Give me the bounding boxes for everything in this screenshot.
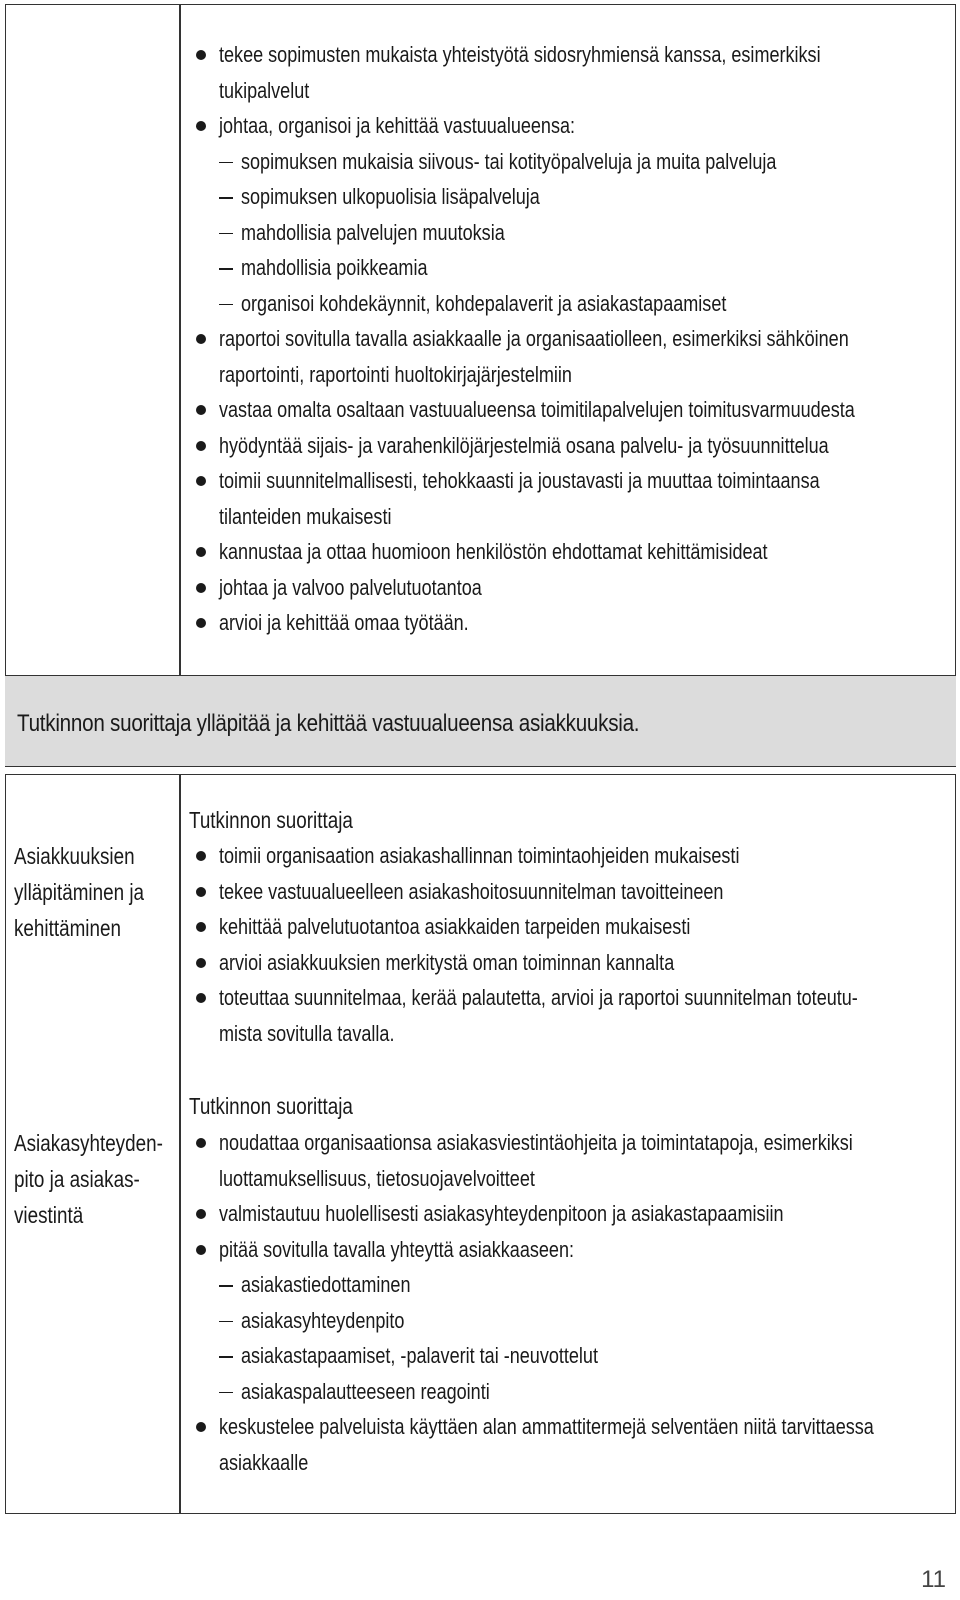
section1-heading: Tutkinnon suorittaja (189, 807, 353, 833)
section1-list (187, 838, 960, 1051)
dash-item (187, 215, 960, 251)
bullet-item (187, 428, 960, 464)
bullet-item (187, 37, 960, 73)
item-text: toimii suunnitelmallisesti, tehokkaasti ja joustavasti ja muuttaa toimintaansa (219, 468, 820, 493)
item-text: mahdollisia palvelujen muutoksia (241, 219, 505, 245)
bullet-item (187, 321, 960, 357)
item-text: toimii organisaation asiakashallinnan toimintaohjeiden mukaisesti (219, 843, 740, 868)
section2-title-line: viestintä (14, 1202, 84, 1228)
section1-title-line: kehittäminen (14, 915, 121, 941)
list-item-continuation (187, 1445, 960, 1481)
dash-item (187, 1374, 960, 1410)
item-text: kehittää palvelutuotantoa asiakkaiden tarpeiden mukaisesti (219, 914, 691, 939)
item-text: pitää sovitulla tavalla yhteyttä asiakkaaseen: (219, 1236, 574, 1262)
item-text: kannustaa ja ottaa huomioon henkilöstön ehdottamat kehittämisideat (219, 539, 768, 564)
dash-item (187, 286, 960, 322)
section1-title-line: Asiakkuuksien (14, 843, 135, 869)
item-text: arvioi asiakkuuksien merkitystä oman toiminnan kannalta (219, 949, 675, 975)
list-item-continuation (187, 357, 960, 393)
page-number: 11 (921, 1566, 946, 1593)
bullet-item (187, 463, 960, 499)
item-text: tilanteiden mukaisesti (219, 503, 392, 529)
bullet-item (187, 874, 960, 910)
item-text: luottamuksellisuus, tietosuojavelvoitteet (219, 1165, 535, 1191)
item-text: tukipalvelut (219, 77, 310, 103)
dash-item (187, 1338, 960, 1374)
bullet-item (187, 392, 960, 428)
dash-item (187, 179, 960, 215)
section2-title-line: pito ja asiakas- (14, 1166, 140, 1192)
list-item-continuation (187, 1161, 960, 1197)
item-text: valmistautuu huolellisesti asiakasyhteydenpitoon ja asiakastapaamisiin (219, 1201, 784, 1226)
section1-title (14, 838, 144, 946)
bullet-item (187, 108, 960, 144)
item-text: johtaa, organisoi ja kehittää vastuualueensa: (219, 113, 576, 138)
bullet-item (187, 1409, 960, 1445)
list-item-continuation (187, 499, 960, 535)
section1-title-line: ylläpitäminen ja (14, 879, 144, 905)
item-text: arvioi ja kehittää omaa työtään. (219, 610, 469, 635)
bullet-item (187, 534, 960, 570)
list-item-continuation (187, 1016, 960, 1052)
item-text: vastaa omalta osaltaan vastuualueensa toimitilapalvelujen toimitusvarmuudesta (219, 397, 855, 422)
dash-item (187, 250, 960, 286)
top-list (187, 37, 960, 641)
bullet-item (187, 909, 960, 945)
item-text: mahdollisia poikkeamia (241, 255, 428, 280)
top-column-divider (179, 4, 181, 675)
competence-band (5, 675, 956, 767)
bottom-column-divider (179, 774, 181, 1514)
bullet-item (187, 570, 960, 606)
item-text: organisoi kohdekäynnit, kohdepalaverit ja asiakastapaamiset (241, 290, 727, 316)
item-text: tekee vastuualueelleen asiakashoitosuunnitelman tavoitteineen (219, 878, 724, 904)
dash-item (187, 1303, 960, 1339)
bullet-item (187, 1125, 960, 1161)
item-text: johtaa ja valvoo palvelutuotantoa (219, 574, 482, 600)
item-text: raportointi, raportointi huoltokirjajärjestelmiin (219, 361, 572, 387)
bullet-item (187, 1232, 960, 1268)
section2-title (14, 1125, 163, 1233)
dash-item (187, 1267, 960, 1303)
section2-heading: Tutkinnon suorittaja (189, 1093, 353, 1119)
item-text: sopimuksen ulkopuolisia lisäpalveluja (241, 184, 540, 209)
item-text: asiakkaalle (219, 1449, 309, 1475)
bullet-item (187, 605, 960, 641)
item-text: raportoi sovitulla tavalla asiakkaalle ja organisaatiolleen, esimerkiksi sähköinen (219, 326, 849, 351)
dash-item (187, 144, 960, 180)
bullet-item (187, 838, 960, 874)
item-text: asiakaspalautteeseen reagointi (241, 1378, 490, 1404)
bullet-item (187, 945, 960, 981)
item-text: asiakastapaamiset, -palaverit tai -neuvottelut (241, 1343, 598, 1368)
item-text: asiakasyhteydenpito (241, 1307, 405, 1333)
bullet-item (187, 1196, 960, 1232)
list-item-continuation (187, 73, 960, 109)
item-text: noudattaa organisaationsa asiakasviestintäohjeita ja toimintatapoja, esimerkiksi (219, 1130, 853, 1155)
item-text: sopimuksen mukaisia siivous- tai kotityöpalveluja ja muita palveluja (241, 148, 777, 174)
item-text: toteuttaa suunnitelmaa, kerää palautetta, arvioi ja raportoi suunnitelman toteutu- (219, 985, 858, 1010)
item-text: hyödyntää sijais- ja varahenkilöjärjestelmiä osana palvelu- ja työsuunnittelua (219, 432, 829, 458)
bullet-item (187, 980, 960, 1016)
item-text: asiakastiedottaminen (241, 1272, 411, 1297)
section2-list (187, 1125, 960, 1480)
item-text: keskustelee palveluista käyttäen alan ammattitermejä selventäen niitä tarvittaessa (219, 1414, 874, 1439)
item-text: mista sovitulla tavalla. (219, 1020, 395, 1046)
section2-title-line: Asiakasyhteyden- (14, 1130, 163, 1156)
item-text: tekee sopimusten mukaista yhteistyötä sidosryhmiensä kanssa, esimerkiksi (219, 42, 821, 67)
band-title: Tutkinnon suorittaja ylläpitää ja kehittää vastuualueensa asiakkuuksia. (17, 710, 640, 737)
